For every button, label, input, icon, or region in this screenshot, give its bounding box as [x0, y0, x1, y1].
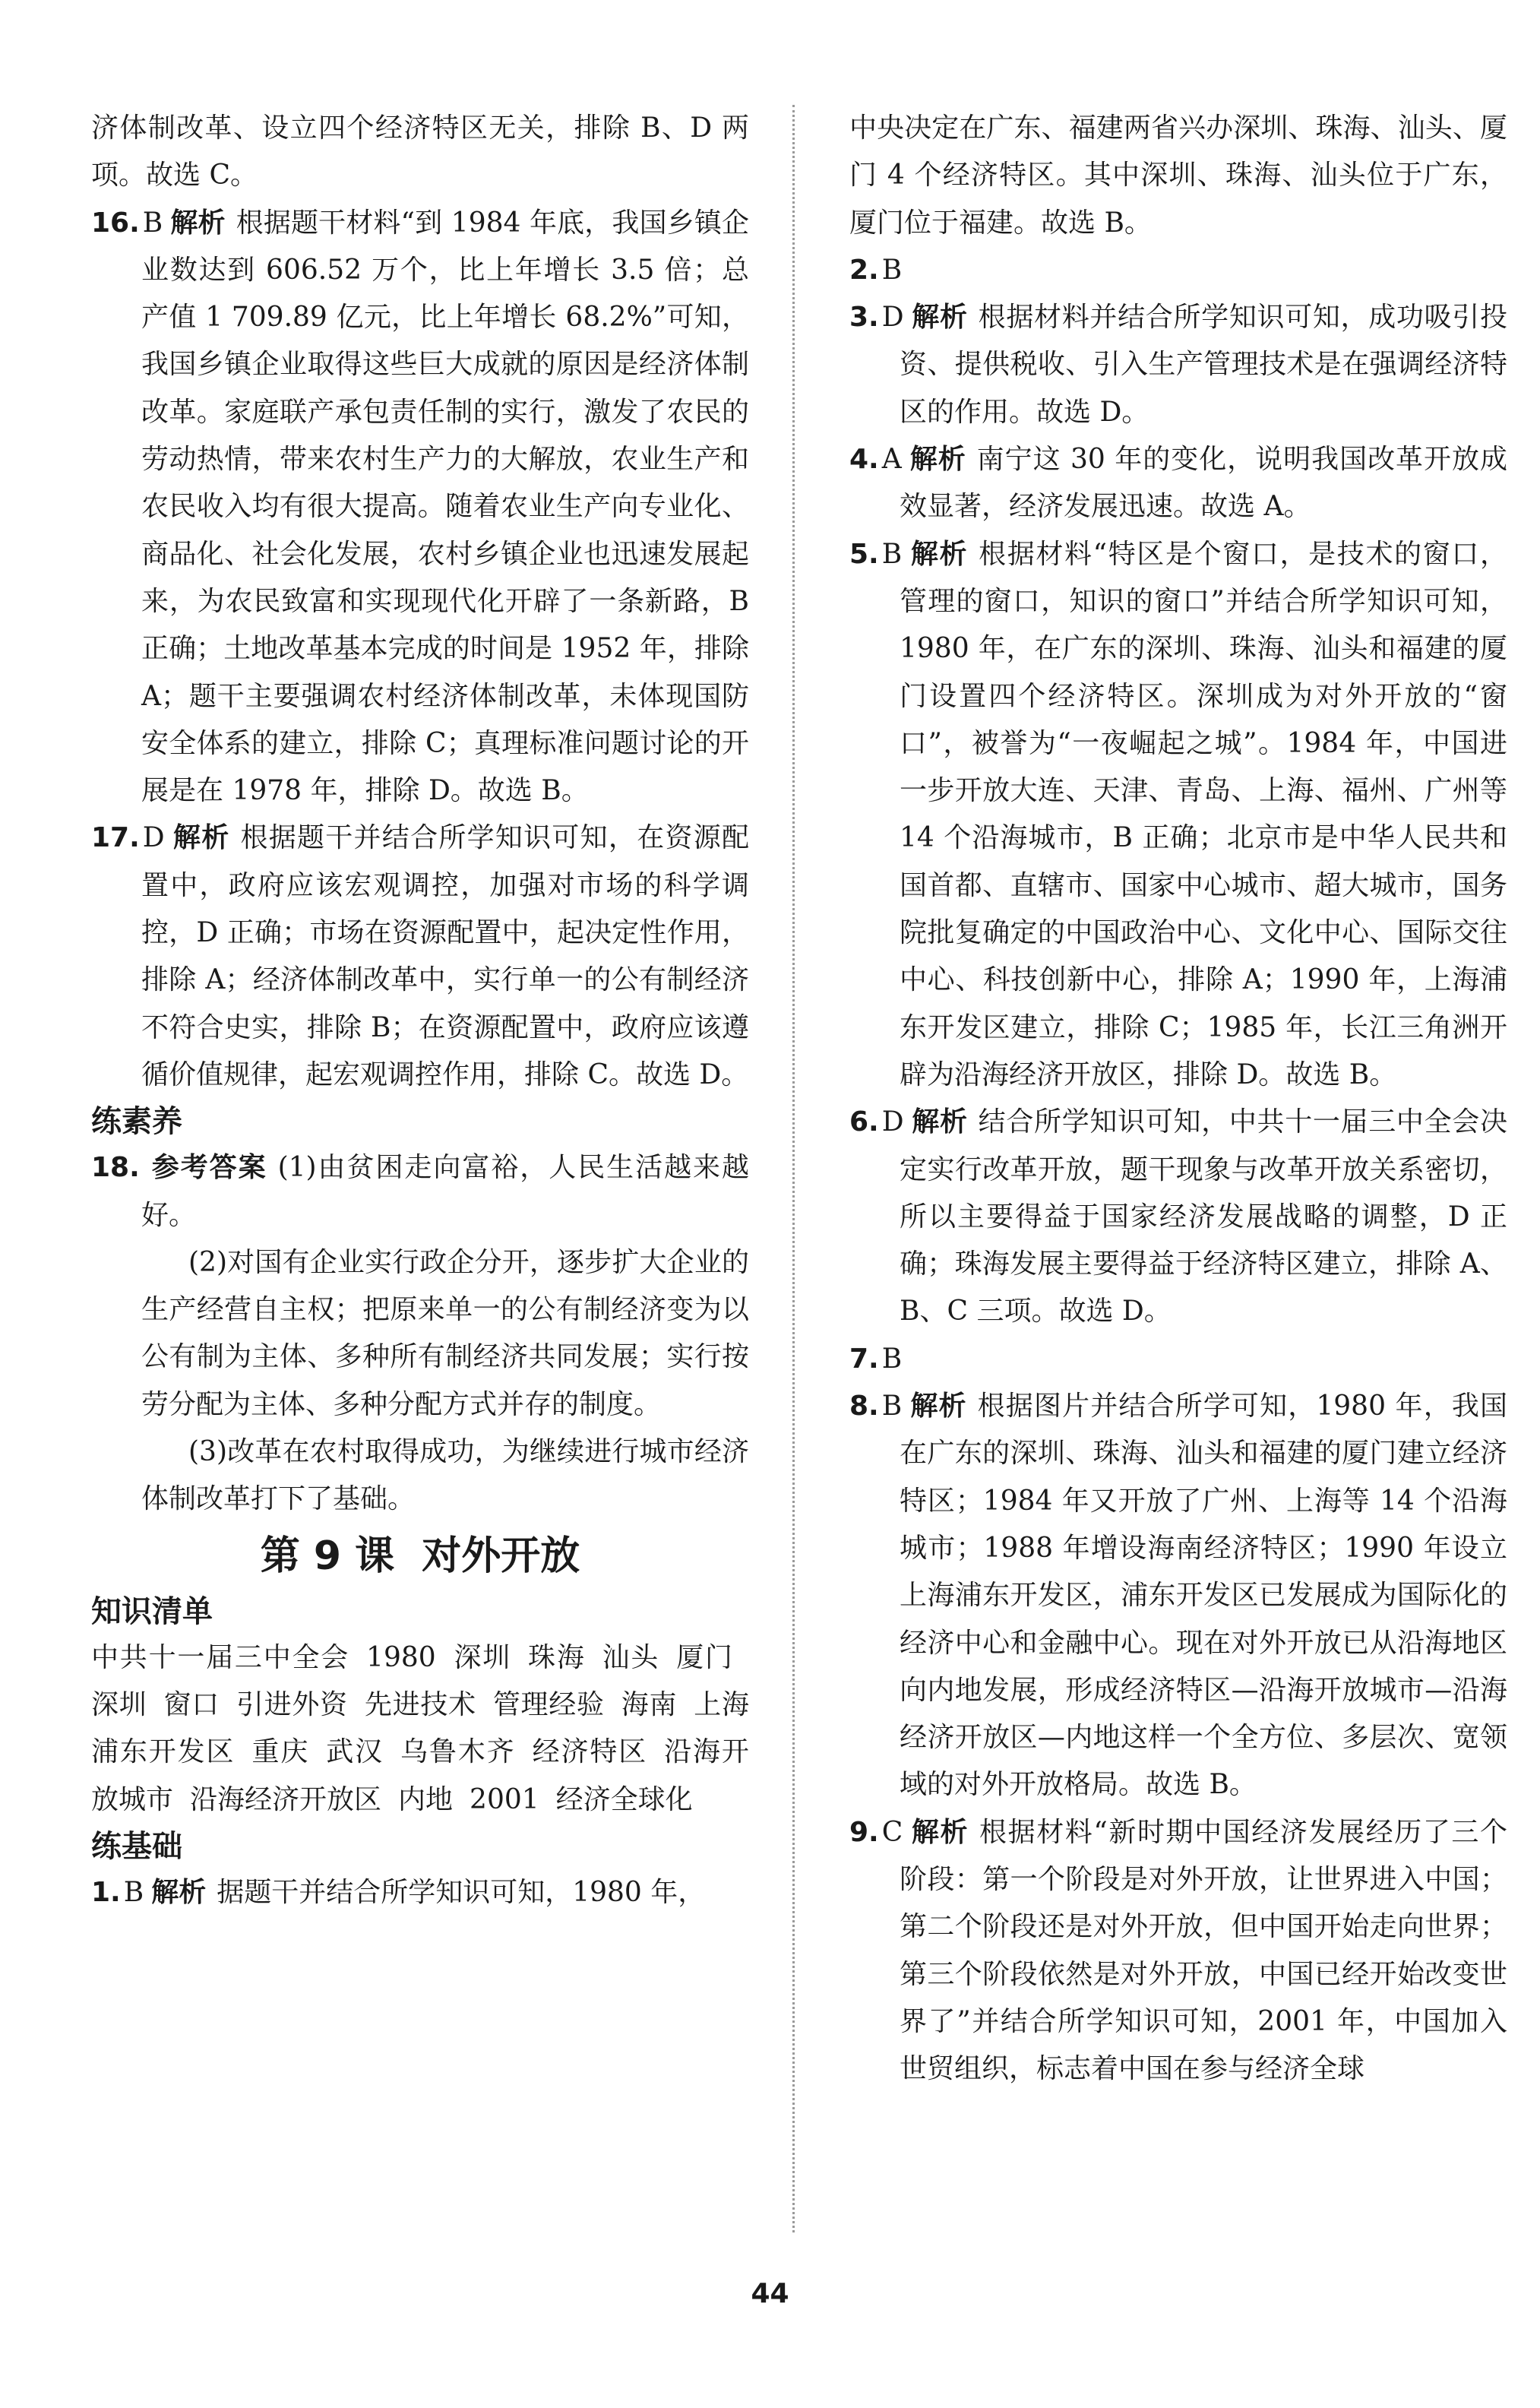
continued-text: 济体制改革、设立四个经济特区无关，排除 B、D 两项。故选 C。 — [91, 112, 749, 191]
keyword: 管理经验 — [492, 1688, 605, 1720]
page-number: 44 — [751, 2278, 789, 2309]
section-heading-zhishi: 知识清单 — [91, 1593, 213, 1629]
analysis-label: 解析 — [911, 302, 968, 334]
answer-part-1: (1)由贫困走向富裕，人民生活越来越好。 — [141, 1152, 749, 1231]
question-number: 9. — [849, 1816, 879, 1848]
analysis-label: 解析 — [909, 1391, 967, 1422]
left-column — [91, 105, 749, 1916]
answer-7 — [849, 1336, 1507, 1383]
answer-part-2: (2)对国有企业实行政企分开，逐步扩大企业的生产经营自主权；把原来单一的公有制经济变为以公有制为主体、多种所有制经济共同发展；实行按劳分配为主体、多种分配方式并存的制度。 — [141, 1246, 749, 1420]
answer-letter: B — [123, 1876, 144, 1908]
keyword: 中共十一届三中全会 — [91, 1641, 350, 1673]
analysis-text: 根据材料“新时期中国经济发展经历了三个阶段：第一个阶段是对外开放，让世界进入中国；第二个阶段还是对外开放，但中国开始走向世界；第三个阶段依然是对外开放，中国已经开始改变世界了”并结合所学知识可知，2001 年，中国加入世贸组织，标志着中国在参与经济全球 — [900, 1816, 1507, 2085]
answer-1-continued: 中央决定在广东、福建两省兴办深圳、珠海、汕头、厦门 4 个经济特区。其中深圳、珠海、汕头位于广东，厦门位于福建。故选 B。 — [849, 112, 1507, 239]
lesson-title — [91, 1524, 749, 1589]
knowledge-keywords — [91, 1634, 749, 1824]
answer-letter: B — [881, 254, 903, 286]
answer-5 — [849, 531, 1507, 1100]
answer-letter: D — [881, 1106, 904, 1138]
right-column — [849, 105, 1507, 2093]
keyword: 海南 — [621, 1688, 678, 1720]
answer-4 — [849, 436, 1507, 531]
analysis-text: 根据材料“特区是个窗口，是技术的窗口，管理的窗口，知识的窗口”并结合所学知识可知，1980 年，在广东的深圳、珠海、汕头和福建的厦门设置四个经济特区。深圳成为对外开放的“窗口”，被誉为“一夜崛起之城”。1984 年，中国进一步开放大连、天津、青岛、上海、福州、广州等 14 个沿海城市，B 正确；北京市是中华人民共和国首都、直辖市、国家中心城市、超大城市，国务院批复确定的中国政治中心、文化中心、国际交往中心、科技创新中心，排除 A；1990 年，上海浦东开发区建立，排除 C；1985 年，长江三角洲开辟为沿海经济开放区，排除 D。故选 B。 — [900, 538, 1507, 1090]
question-number: 16. — [91, 207, 140, 239]
question-number: 8. — [849, 1391, 879, 1422]
analysis-label: 解析 — [170, 207, 226, 239]
answer-16 — [91, 200, 749, 815]
keyword: 厦门 — [676, 1641, 732, 1673]
question-number: 17. — [91, 822, 140, 854]
analysis-text: 根据题干并结合所学知识可知，在资源配置中，政府应该宏观调控，加强对市场的科学调控，D 正确；市场在资源配置中，起决定性作用，排除 A；经济体制改革中，实行单一的公有制经济不符合史实，排除 B；在资源配置中，政府应该遵循价值规律，起宏观调控作用，排除 C。故选 D。 — [141, 822, 749, 1090]
analysis-text: 根据图片并结合所学可知，1980 年，我国在广东的深圳、珠海、汕头和福建的厦门建立经济特区；1984 年又开放了广州、上海等 14 个沿海城市；1988 年增设海南经济特区；1990 年设立上海浦东开发区，浦东开发区已发展成为国际化的经济中心和金融中心。现在对外开放已从沿海地区向内地发展，形成经济特区—沿海开放城市—沿海经济开放区—内地这样一个全方位、多层次、宽领域的对外开放格局。故选 B。 — [900, 1391, 1507, 1801]
answer-1 — [91, 1869, 749, 1916]
section-heading-suyang: 练素养 — [91, 1104, 182, 1140]
keyword: 沿海经济开放区 — [190, 1783, 382, 1815]
analysis-label: 解析 — [911, 1106, 968, 1138]
keyword: 深圳 — [452, 1641, 512, 1673]
answer-letter: D — [881, 302, 904, 334]
keyword: 先进技术 — [364, 1688, 476, 1720]
keyword: 引进外资 — [236, 1688, 348, 1720]
section-heading-jichu: 练基础 — [91, 1828, 182, 1864]
keyword: 上海浦东开发区 — [91, 1688, 749, 1768]
answer-letter: B — [881, 1391, 903, 1422]
keyword: 经济特区 — [532, 1736, 648, 1768]
keyword: 沿海开放城市 — [91, 1736, 749, 1815]
analysis-text: 结合所学知识可知，中共十一届三中全会决定实行改革开放，题干现象与改革开放关系密切，所以主要得益于国家经济发展战略的调整，D 正确；珠海发展主要得益于经济特区建立，排除 A、B、C 三项。故选 D。 — [900, 1106, 1507, 1327]
answer-3 — [849, 294, 1507, 436]
analysis-text: 根据材料并结合所学知识可知，成功吸引投资、提供税收、引入生产管理技术是在强调经济特区的作用。故选 D。 — [900, 302, 1507, 428]
answer-17 — [91, 815, 749, 1099]
analysis-text: 根据题干材料“到 1984 年底，我国乡镇企业数达到 606.52 万个，比上年增长 3.5 倍；总产值 1 709.89 亿元，比上年增长 68.2%”可知，我国乡镇企业取得这些巨大成就的原因是经济体制改革。家庭联产承包责任制的实行，激发了农民的劳动热情，带来农村生产力的大解放，农业生产和农民收入均有很大提高。随着农业生产向专业化、商品化、社会化发展，农村乡镇企业也迅速发展起来，为农民致富和实现现代化开辟了一条新路，B 正确；土地改革基本完成的时间是 1952 年，排除 A；题干主要强调农村经济体制改革，未体现国防安全体系的建立，排除 C；真理标准问题讨论的开展是在 1978 年，排除 D。故选 B。 — [141, 207, 749, 807]
keyword: 深圳 — [91, 1688, 147, 1720]
question-number: 2. — [849, 254, 879, 286]
analysis-label: 解析 — [172, 822, 230, 854]
keyword: 重庆 — [251, 1736, 310, 1768]
answer-part-3: (3)改革在农村取得成功，为继续进行城市经济体制改革打下了基础。 — [141, 1436, 749, 1515]
keyword: 汕头 — [602, 1641, 660, 1673]
analysis-text: 南宁这 30 年的变化，说明我国改革开放成效显著，经济发展迅速。故选 A。 — [900, 444, 1507, 523]
question-number: 6. — [849, 1106, 879, 1138]
answer-8 — [849, 1383, 1507, 1809]
analysis-label: 解析 — [151, 1876, 207, 1908]
keyword: 2001 — [470, 1783, 539, 1815]
keyword: 乌鲁木齐 — [400, 1736, 516, 1768]
question-number: 1. — [91, 1876, 121, 1908]
lesson-name: 对外开放 — [422, 1533, 580, 1579]
lesson-number: 第 9 课 — [260, 1533, 395, 1579]
answer-2 — [849, 247, 1507, 294]
keyword: 1980 — [366, 1641, 436, 1673]
answer-letter: C — [881, 1816, 903, 1848]
reference-answer-label: 参考答案 — [150, 1152, 267, 1184]
analysis-label: 解析 — [909, 444, 966, 476]
question-number: 5. — [849, 538, 879, 570]
keyword: 武汉 — [326, 1736, 384, 1768]
analysis-text: 据题干并结合所学知识可知，1980 年， — [217, 1876, 706, 1908]
keyword: 窗口 — [163, 1688, 220, 1720]
question-number: 4. — [849, 444, 879, 476]
answer-letter: B — [881, 1343, 903, 1375]
keyword: 经济全球化 — [555, 1783, 693, 1815]
answer-letter: B — [142, 207, 163, 239]
keyword: 珠海 — [528, 1641, 586, 1673]
analysis-label: 解析 — [910, 1816, 969, 1848]
question-number: 3. — [849, 302, 879, 334]
column-divider — [792, 105, 795, 2232]
question-number: 18. — [91, 1152, 140, 1184]
keyword: 内地 — [398, 1783, 454, 1815]
answer-6 — [849, 1099, 1507, 1335]
question-number: 7. — [849, 1343, 879, 1375]
answer-9 — [849, 1809, 1507, 2093]
analysis-label: 解析 — [909, 538, 969, 570]
answer-18 — [91, 1144, 749, 1239]
answer-letter: B — [881, 538, 903, 570]
answer-letter: A — [881, 444, 902, 476]
answer-letter: D — [142, 822, 165, 854]
